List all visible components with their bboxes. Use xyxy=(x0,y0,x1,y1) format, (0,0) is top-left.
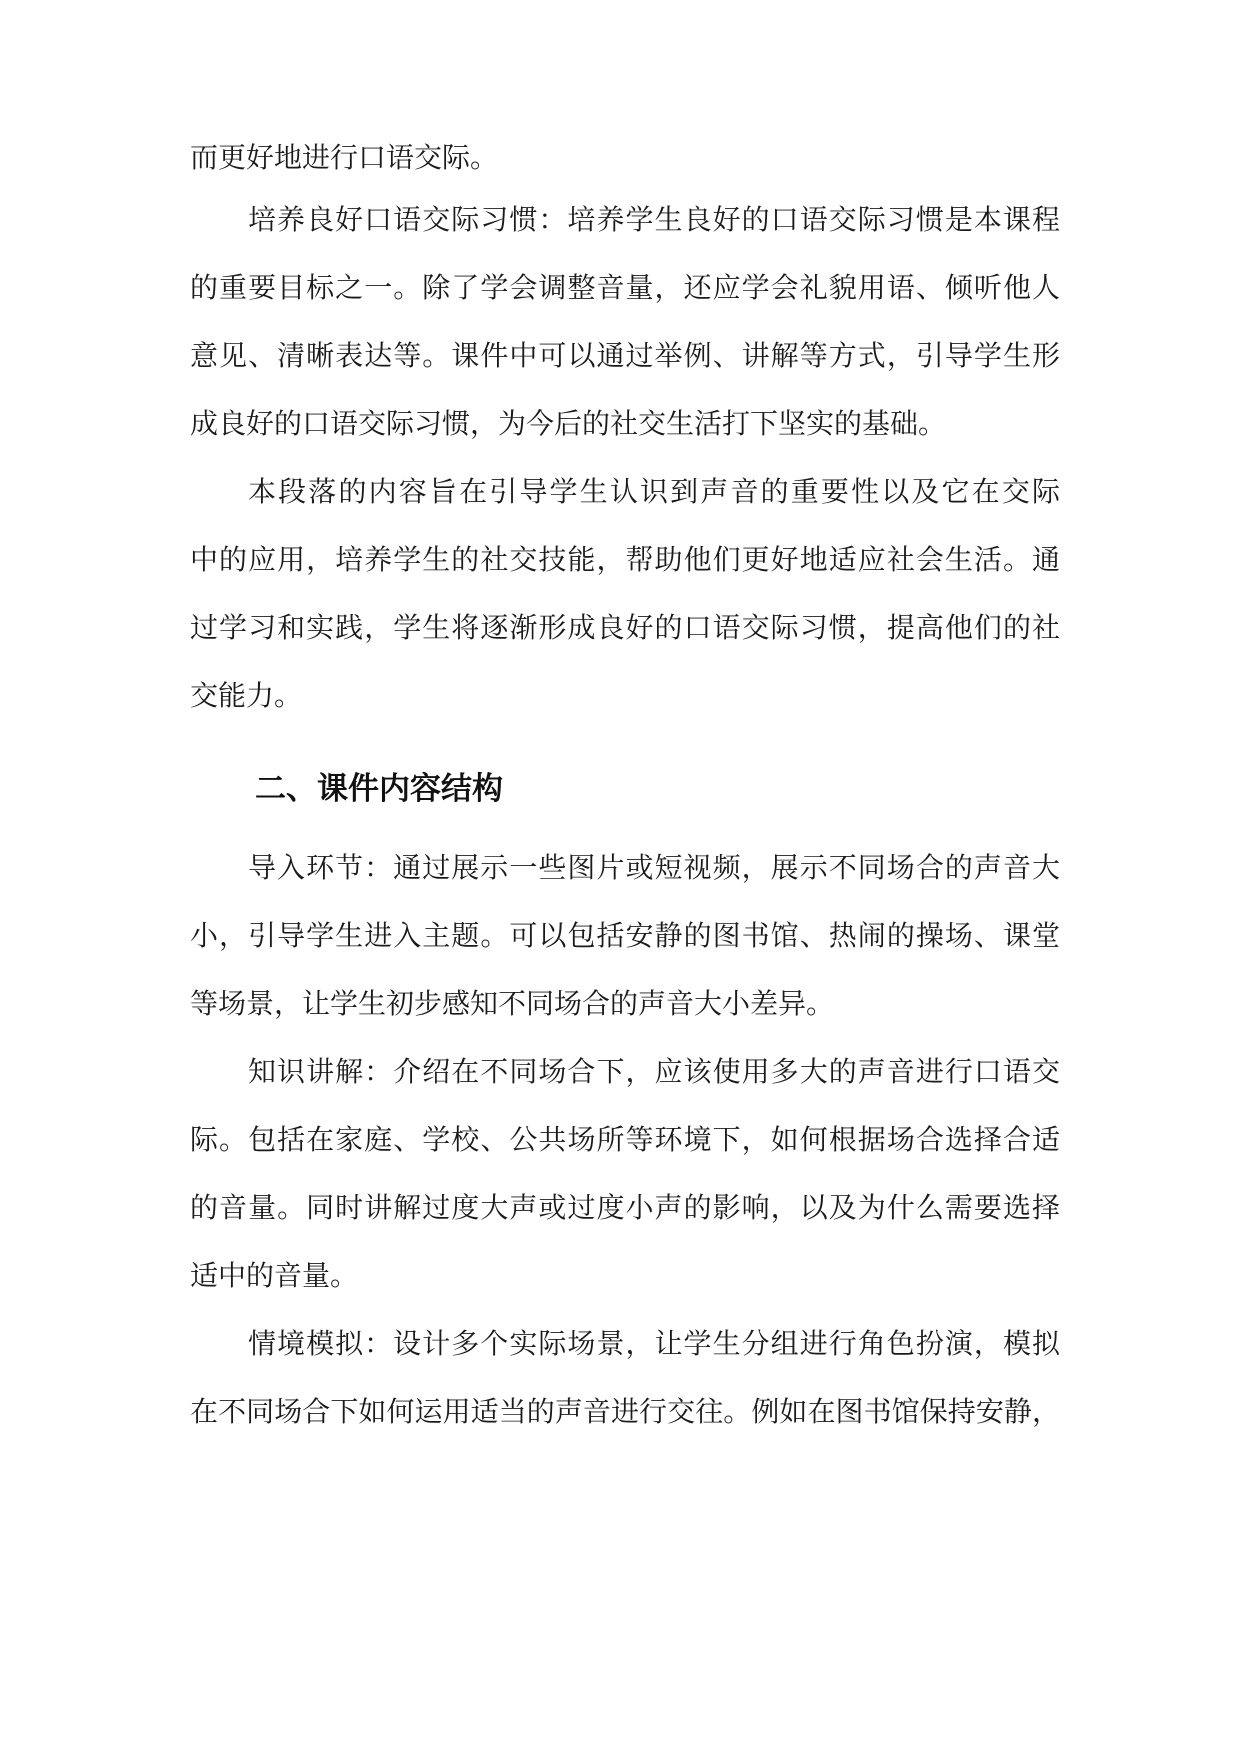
paragraph-line: 际。包括在家庭、学校、公共场所等环境下，如何根据场合选择合适 xyxy=(190,1123,1060,1156)
paragraph-line: 情境模拟：设计多个实际场景，让学生分组进行角色扮演，模拟 xyxy=(248,1327,1060,1360)
paragraph-line: 意见、清晰表达等。课件中可以通过举例、讲解等方式，引导学生形 xyxy=(190,339,1060,372)
paragraph-line: 的重要目标之一。除了学会调整音量，还应学会礼貌用语、倾听他人 xyxy=(190,271,1060,304)
paragraph-line: 小，引导学生进入主题。可以包括安静的图书馆、热闹的操场、课堂 xyxy=(190,919,1060,952)
paragraph-line: 而更好地进行口语交际。 xyxy=(190,141,499,174)
paragraph-line: 培养良好口语交际习惯：培养学生良好的口语交际习惯是本课程 xyxy=(248,203,1060,236)
paragraph-line: 在不同场合下如何运用适当的声音进行交往。例如在图书馆保持安静， xyxy=(190,1395,1060,1428)
paragraph-line: 导入环节：通过展示一些图片或短视频，展示不同场合的声音大 xyxy=(248,851,1060,884)
paragraph-line: 交能力。 xyxy=(190,679,303,712)
section-heading: 二、课件内容结构 xyxy=(255,771,503,807)
paragraph-line: 成良好的口语交际习惯，为今后的社交生活打下坚实的基础。 xyxy=(190,407,947,440)
paragraph-line: 本段落的内容旨在引导学生认识到声音的重要性以及它在交际 xyxy=(248,475,1060,508)
paragraph-line: 的音量。同时讲解过度大声或过度小声的影响，以及为什么需要选择 xyxy=(190,1191,1060,1224)
paragraph-line: 中的应用，培养学生的社交技能，帮助他们更好地适应社会生活。通 xyxy=(190,543,1060,576)
paragraph-line: 过学习和实践，学生将逐渐形成良好的口语交际习惯，提高他们的社 xyxy=(190,611,1060,644)
paragraph-line: 适中的音量。 xyxy=(190,1259,359,1292)
paragraph-line: 知识讲解：介绍在不同场合下，应该使用多大的声音进行口语交 xyxy=(248,1055,1060,1088)
paragraph-line: 等场景，让学生初步感知不同场合的声音大小差异。 xyxy=(190,987,835,1020)
